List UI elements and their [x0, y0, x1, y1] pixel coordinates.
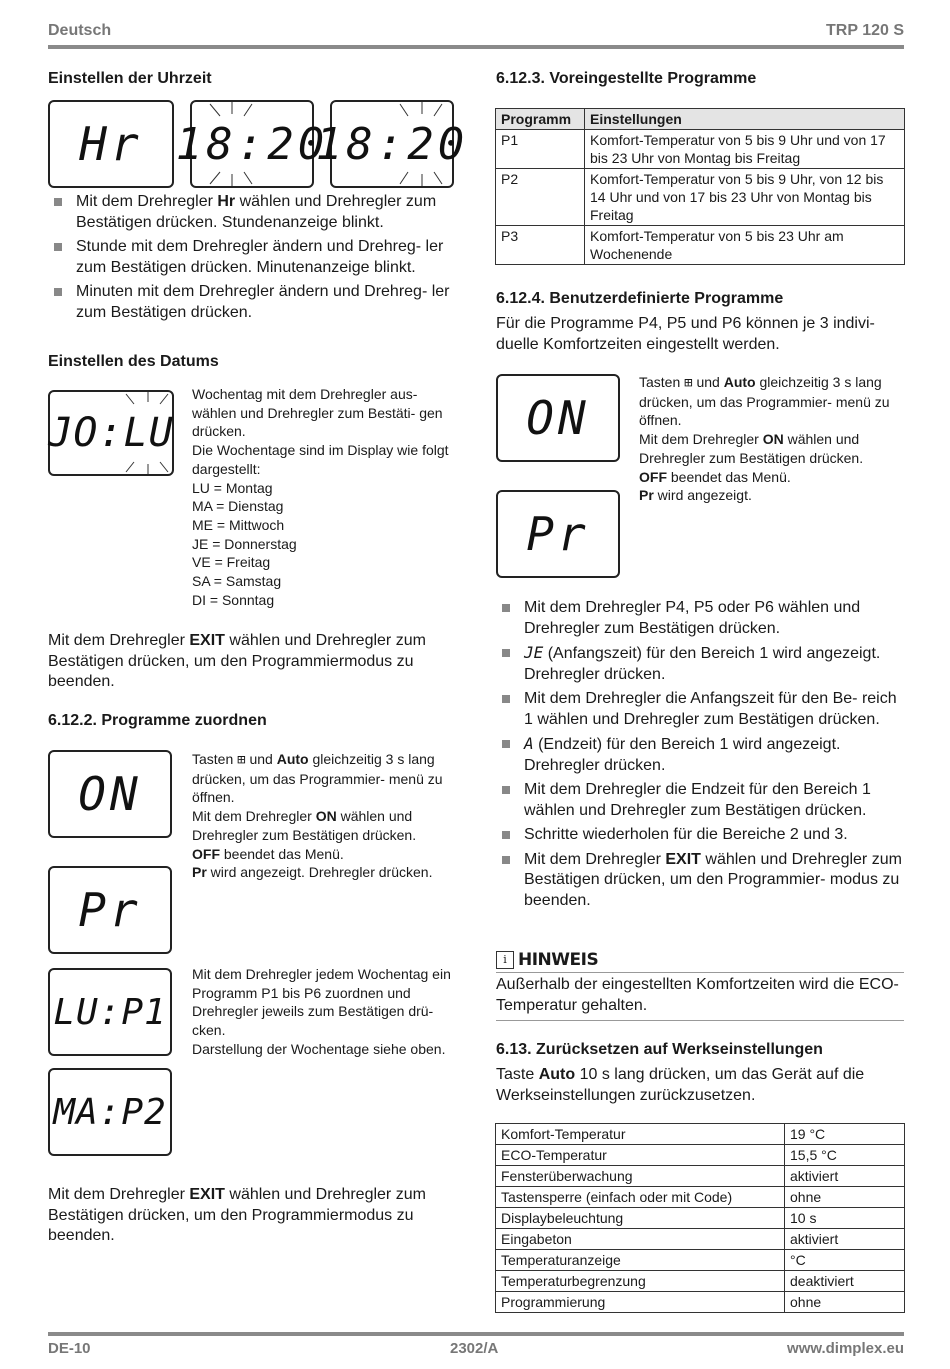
list-item: A (Endzeit) für den Bereich 1 wird angezeigt. Drehregler drücken.	[496, 734, 906, 776]
table-row: Komfort-Temperatur 19 °C	[496, 1124, 905, 1145]
lcd-hr: Hr	[48, 100, 174, 188]
table-row: Programmierung ohne	[496, 1292, 905, 1313]
table-row: Displaybeleuchtung 10 s	[496, 1208, 905, 1229]
assign-exit-text: Mit dem Drehregler EXIT wählen und Drehregler zum Bestätigen drücken, um den Programmiermodus zu beenden.	[48, 1186, 426, 1244]
table-row: P1 Komfort-Temperatur von 5 bis 9 Uhr und von 17 bis 23 Uhr von Montag bis Freitag	[496, 130, 905, 169]
program-keys-icon: ⊞	[237, 752, 246, 768]
blink-rays-icon	[48, 390, 174, 476]
info-icon: i	[496, 951, 514, 969]
list-item: Mit dem Drehregler Hr wählen und Drehregler zum Bestätigen drücken. Stundenanzeige blinkt.	[48, 192, 460, 233]
reset-section-title: 6.13. Zurücksetzen auf Werkseinstellungen	[496, 1041, 823, 1058]
program-keys-icon: ⊞	[684, 375, 693, 391]
table-row: Fensterüberwachung aktiviert	[496, 1166, 905, 1187]
custom-steps-list	[496, 598, 906, 915]
time-section-title: Einstellen der Uhrzeit	[48, 70, 212, 87]
assign-description-2: Mit dem Drehregler jedem Wochentag ein Programm P1 bis P6 zuordnen und Drehregler jeweils zum Bestätigen drü- cken. Darstellung der Wochentage siehe oben.	[192, 966, 451, 1057]
start-time-glyph-icon: JE	[524, 643, 544, 662]
lcd-ma-p2: MA:P2	[48, 1068, 172, 1156]
list-item: Schritte wiederholen für die Bereiche 2 und 3.	[496, 825, 906, 846]
table-row: Eingabeton aktiviert	[496, 1229, 905, 1250]
custom-section-title: 6.12.4. Benutzerdefinierte Programme	[496, 290, 784, 307]
lcd-lu-p1: LU:P1	[48, 968, 172, 1056]
time-steps-list	[48, 192, 460, 327]
list-item: Mit dem Drehregler die Endzeit für den Bereich 1 wählen und Drehregler zum Bestätigen drücken.	[496, 780, 906, 821]
lcd-day: JO:LU	[48, 390, 174, 476]
preset-section-title: 6.12.3. Voreingestellte Programme	[496, 70, 757, 87]
lcd-on: ON	[496, 374, 620, 462]
list-item: Mit dem Drehregler die Anfangszeit für den Be- reich 1 wählen und Drehregler zum Bestätigen drücken.	[496, 689, 906, 730]
table-row: Tastensperre (einfach oder mit Code) ohne	[496, 1187, 905, 1208]
lcd-pr: Pr	[496, 490, 620, 578]
lcd-on: ON	[48, 750, 172, 838]
header-language: Deutsch	[48, 22, 112, 39]
table-row: ECO-Temperatur 15,5 °C	[496, 1145, 905, 1166]
note-text: Außerhalb der eingestellten Komfortzeiten wird die ECO-Temperatur gehalten.	[496, 973, 904, 1021]
list-item: Stunde mit dem Drehregler ändern und Drehreg- ler zum Bestätigen drücken. Minutenanzeige blinkt.	[48, 237, 460, 278]
list-item: Mit dem Drehregler P4, P5 oder P6 wählen und Drehregler zum Bestätigen drücken.	[496, 598, 906, 639]
list-item: Mit dem Drehregler EXIT wählen und Drehregler zum Bestätigen drücken, um den Programmier- modus zu beenden.	[496, 850, 906, 912]
custom-description: Tasten ⊞ und Auto gleichzeitig 3 s lang drücken, um das Programmier- menü zu öffnen. Mit dem Drehregler ON wählen und Drehregler zum Bestätigen drücken. OFF beendet das Menü. Pr wird angezeigt.	[639, 374, 890, 504]
lcd-time-hour-blink: 18:20	[190, 100, 314, 188]
note-box	[496, 950, 904, 1021]
preset-programs-table	[495, 108, 905, 265]
assign-description: Tasten ⊞ und Auto gleichzeitig 3 s lang drücken, um das Programmier- menü zu öffnen. Mit dem Drehregler ON wählen und Drehregler zum Bestätigen drücken. OFF beendet das Menü. Pr wird angezeigt. Drehregler drücken.	[192, 751, 443, 881]
custom-intro: Für die Programme P4, P5 und P6 können je 3 indivi- duelle Komfortzeiten eingestellt werden.	[496, 315, 875, 353]
blink-rays-icon	[190, 100, 314, 188]
note-title: HINWEIS	[518, 950, 599, 970]
footer-rule	[48, 1332, 904, 1336]
factory-settings-table	[495, 1123, 905, 1313]
footer-website: www.dimplex.eu	[787, 1340, 904, 1357]
date-description: Wochentag mit dem Drehregler aus- wählen und Drehregler zum Bestäti- gen drücken. Die Wochentage sind im Display wie folgt dargestellt: LU = Montag MA = Dienstag ME = Mittwoch JE = Donnerstag VE = Freitag SA = Samstag DI = Sonntag	[192, 386, 449, 608]
lcd-time-minute-blink: 18:20	[330, 100, 454, 188]
header-model: TRP 120 S	[826, 22, 904, 39]
table-row: P2 Komfort-Temperatur von 5 bis 9 Uhr, von 12 bis 14 Uhr und von 17 bis 23 Uhr von Montag bis Freitag	[496, 169, 905, 226]
date-exit-text: Mit dem Drehregler EXIT wählen und Drehregler zum Bestätigen drücken, um den Programmiermodus zu beenden.	[48, 632, 426, 690]
footer-page-number: DE-10	[48, 1340, 91, 1357]
lcd-pr: Pr	[48, 866, 172, 954]
table-row: P3 Komfort-Temperatur von 5 bis 23 Uhr am Wochenende	[496, 226, 905, 265]
table-row: Temperaturanzeige °C	[496, 1250, 905, 1271]
blink-rays-icon	[330, 100, 454, 188]
table-row: Temperaturbegrenzung deaktiviert	[496, 1271, 905, 1292]
reset-text: Taste Auto 10 s lang drücken, um das Gerät auf die Werkseinstellungen zurückzusetzen.	[496, 1066, 865, 1104]
footer-version: 2302/A	[450, 1340, 499, 1357]
table-header-row: Programm Einstellungen	[496, 109, 905, 130]
date-section-title: Einstellen des Datums	[48, 353, 219, 370]
list-item: Minuten mit dem Drehregler ändern und Drehreg- ler zum Bestätigen drücken.	[48, 282, 460, 323]
assign-section-title: 6.12.2. Programme zuordnen	[48, 712, 267, 729]
header-rule	[48, 45, 904, 49]
end-time-glyph-icon: A	[524, 734, 534, 753]
list-item: JE (Anfangszeit) für den Bereich 1 wird angezeigt. Drehregler drücken.	[496, 643, 906, 685]
